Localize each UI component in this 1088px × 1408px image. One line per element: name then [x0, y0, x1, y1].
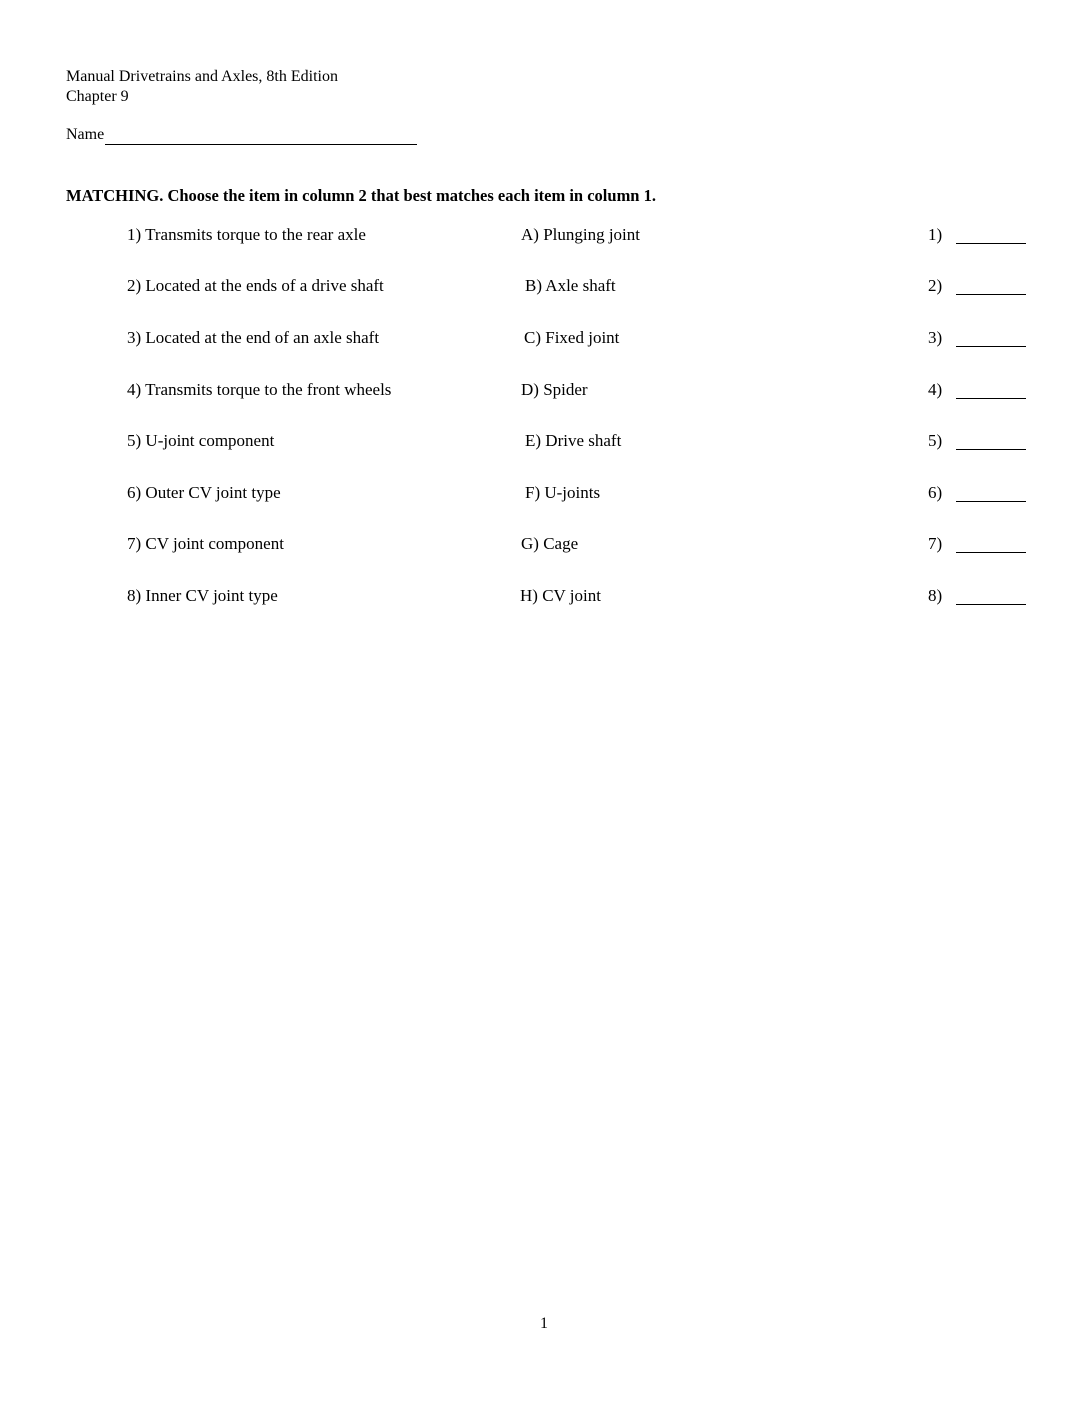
column1-item: 8) Inner CV joint type	[127, 586, 278, 605]
chapter-label: Chapter 9	[66, 88, 129, 105]
name-field[interactable]	[105, 126, 417, 145]
column2-item: E) Drive shaft	[525, 431, 622, 450]
answer-blank[interactable]	[956, 604, 1026, 605]
matching-row-2	[0, 274, 1088, 300]
answer-number: 8)	[928, 586, 943, 605]
answer-number: 1)	[928, 225, 943, 244]
column2-item: D) Spider	[521, 380, 588, 399]
column2-item: G) Cage	[521, 534, 579, 553]
answer-blank[interactable]	[956, 294, 1026, 295]
answer-blank[interactable]	[956, 449, 1026, 450]
column1-item: 1) Transmits torque to the rear axle	[127, 225, 366, 244]
column2-item: C) Fixed joint	[524, 328, 620, 347]
matching-row-3	[0, 326, 1088, 352]
column2-item: A) Plunging joint	[521, 225, 641, 244]
matching-row-5	[0, 429, 1088, 455]
answer-number: 5)	[928, 431, 943, 450]
column2-item: H) CV joint	[520, 586, 601, 605]
column1-item: 4) Transmits torque to the front wheels	[127, 380, 392, 399]
column1-item: 6) Outer CV joint type	[127, 483, 281, 502]
name-row	[66, 125, 417, 145]
answer-number: 4)	[928, 380, 943, 399]
column1-item: 5) U-joint component	[127, 431, 275, 450]
answer-blank[interactable]	[956, 346, 1026, 347]
answer-number: 2)	[928, 276, 943, 295]
matching-row-6	[0, 481, 1088, 507]
column1-item: 7) CV joint component	[127, 534, 284, 553]
name-label: Name	[66, 126, 105, 143]
book-title: Manual Drivetrains and Axles, 8th Edition	[66, 68, 338, 85]
answer-blank[interactable]	[956, 501, 1026, 502]
answer-number: 6)	[928, 483, 943, 502]
column1-item: 3) Located at the end of an axle shaft	[127, 328, 380, 347]
answer-number: 7)	[928, 534, 943, 553]
matching-row-4	[0, 378, 1088, 404]
answer-number: 3)	[928, 328, 943, 347]
matching-row-1	[0, 223, 1088, 249]
answer-blank[interactable]	[956, 243, 1026, 244]
column2-item: B) Axle shaft	[525, 276, 616, 295]
answer-blank[interactable]	[956, 552, 1026, 553]
matching-instructions: MATCHING. Choose the item in column 2 that best matches each item in column 1.	[66, 186, 656, 205]
column1-item: 2) Located at the ends of a drive shaft	[127, 276, 384, 295]
matching-row-8	[0, 584, 1088, 610]
matching-row-7	[0, 532, 1088, 558]
page-number: 1	[540, 1315, 548, 1332]
answer-blank[interactable]	[956, 398, 1026, 399]
column2-item: F) U-joints	[525, 483, 601, 502]
